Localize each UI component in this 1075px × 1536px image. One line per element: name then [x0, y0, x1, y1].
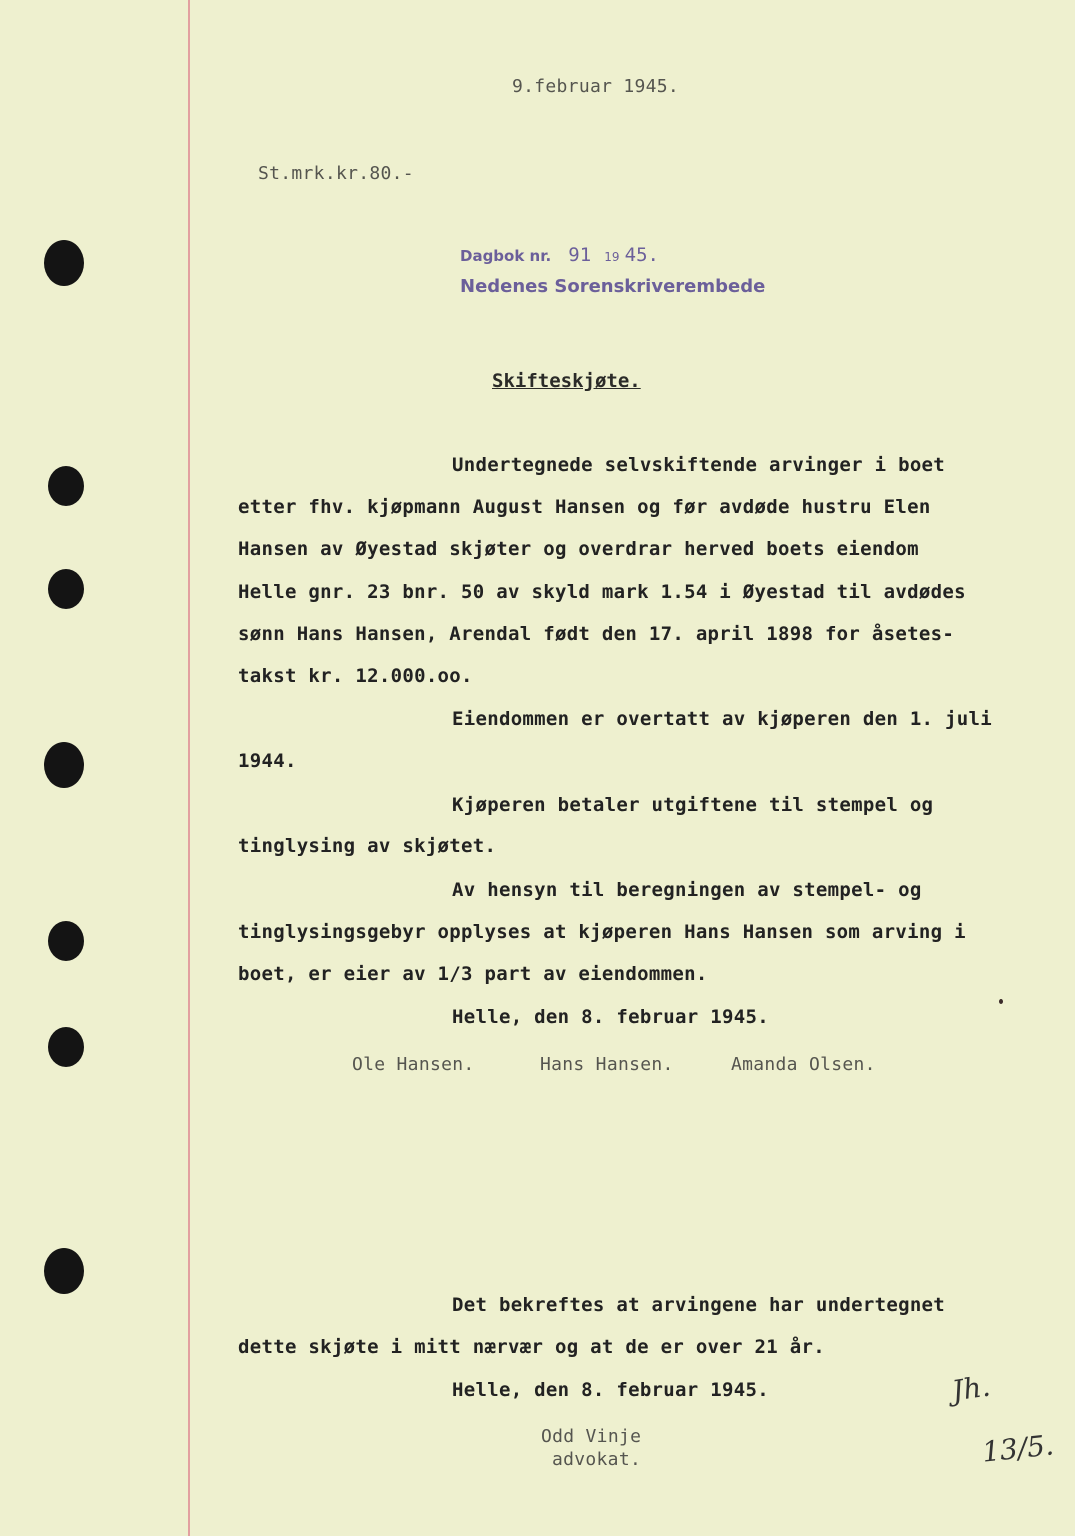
dagbok-number: 91 [568, 244, 592, 266]
registry-stamp [460, 244, 659, 266]
signature-hans-hansen: Hans Hansen. [540, 1054, 674, 1075]
body-line: boet, er eier av 1/3 part av eiendommen. [238, 963, 708, 985]
body-line: Helle gnr. 23 bnr. 50 av skyld mark 1.54 i Øyestad til avdødes [238, 581, 966, 603]
dagbok-label: Dagbok nr. [460, 247, 552, 265]
header-date: 9.februar 1945. [512, 76, 680, 97]
certification-line: Helle, den 8. februar 1945. [452, 1379, 769, 1401]
ink-speck [999, 999, 1003, 1004]
certification-line: dette skjøte i mitt nærvær og at de er over 21 år. [238, 1336, 825, 1358]
punch-hole [48, 1027, 84, 1067]
office-stamp: Nedenes Sorenskriverembede [460, 276, 766, 297]
punch-hole [48, 466, 84, 506]
year-prefix: 19 [604, 250, 620, 264]
signature-amanda-olsen: Amanda Olsen. [731, 1054, 876, 1075]
body-line: Eiendommen er overtatt av kjøperen den 1. juli [452, 708, 992, 730]
body-line: sønn Hans Hansen, Arendal født den 17. april 1898 for åsetes- [238, 623, 955, 645]
punch-hole [48, 921, 84, 961]
handwritten-date: 13/5. [980, 1428, 1056, 1469]
punch-hole [44, 240, 84, 286]
body-line: Helle, den 8. februar 1945. [452, 1006, 769, 1028]
signer-name: Odd Vinje [541, 1426, 642, 1447]
body-line: Av hensyn til beregningen av stempel- og [452, 879, 922, 901]
punch-hole [48, 569, 84, 609]
body-line: Undertegnede selvskiftende arvinger i boet [452, 454, 946, 476]
body-line: takst kr. 12.000.oo. [238, 665, 473, 687]
margin-rule [188, 0, 190, 1536]
body-line: tinglysing av skjøtet. [238, 835, 497, 857]
signature-ole-hansen: Ole Hansen. [352, 1054, 475, 1075]
document-title: Skifteskjøte. [492, 370, 641, 392]
stamp-duty: St.mrk.kr.80.- [258, 163, 414, 184]
body-line: Hansen av Øyestad skjøter og overdrar herved boets eiendom [238, 538, 919, 560]
year-suffix: 45. [624, 244, 659, 266]
body-line: etter fhv. kjøpmann August Hansen og før avdøde hustru Elen [238, 496, 931, 518]
handwritten-initials: Jh. [949, 1369, 993, 1408]
signer-title: advokat. [552, 1449, 642, 1470]
body-line: 1944. [238, 750, 297, 772]
body-line: tinglysingsgebyr opplyses at kjøperen Hans Hansen som arving i [238, 921, 966, 943]
body-line: Kjøperen betaler utgiftene til stempel og [452, 794, 934, 816]
punch-hole [44, 742, 84, 788]
certification-line: Det bekreftes at arvingene har undertegnet [452, 1294, 946, 1316]
punch-hole [44, 1248, 84, 1294]
